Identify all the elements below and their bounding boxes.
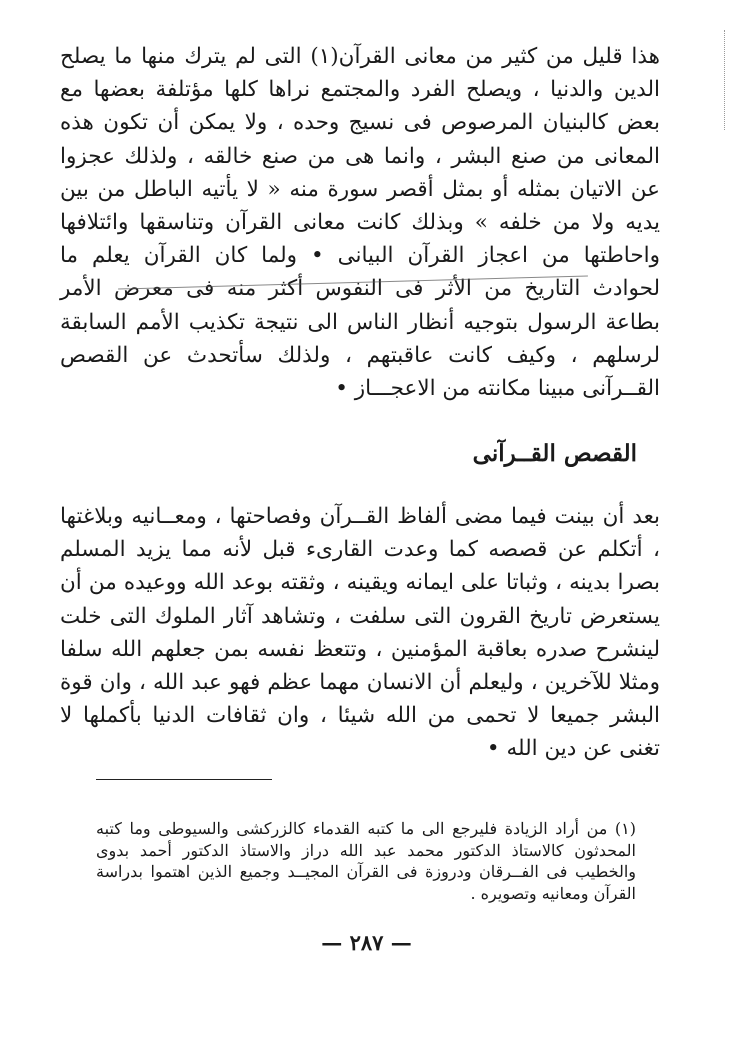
footnote-divider — [96, 779, 272, 780]
intro-paragraph: هذا قليل من كثير من معانى القرآن(١) التى لم يترك منها ما يصلح الدين والدنيا ، ويصلح الفرد والمجتمع نراها كلها مؤتلفة بعضها مع بعض كالبنيان المرصوص فى نسيج وحده ، ولا يمكن أن تكون هذه المعانى من صنع البشر ، وانما هى من صنع خالقه ، ولذلك عجزوا عن الاتيان بمثله أو بمثل أقصر سورة منه « لا يأتيه الباطل من بين يديه ولا من خلفه » وبذلك كانت معانى القرآن وتناسقها وائتلافها واحاطتها من اعجاز القرآن البيانى • ولما كان القرآن يعلم ما لحوادث التاريخ من الأثر فى النفوس أكثر منه فى معرض الأمر بطاعة الرسول بتوجيه أنظار الناس الى نتيجة تكذيب الأمم السابقة لرسلهم ، وكيف كانت عاقبتهم ، ولذلك سأتحدث عن القصص القــرآنى مبينا مكانته من الاعجـــاز • — [60, 44, 660, 402]
scan-margin-mark — [724, 30, 727, 130]
section-heading: القصص القــرآنى — [472, 440, 637, 467]
section-paragraph: بعد أن بينت فيما مضى ألفاظ القــرآن وفصاحتها ، ومعــانيه وبلاغتها ، أتكلم عن قصصه كما وعدت القارىء قبل لأنه مما يزيد المسلم بصرا بدينه ، وثباتا على ايمانه ويقينه ، وثقته بوعد الله ووعيده من أن يستعرض تاريخ القرون التى سلفت ، وتشاهد آثار الملوك التى خلت لينشرح صدره بعاقبة المؤمنين ، وتتعظ نفسه بمن جعلهم الله سلفا ومثلا للآخرين ، وليعلم أن الانسان مهما عظم فهو عبد الله ، وان قوة البشر جميعا لا تحمى من الله شيئا ، وان ثقافات الدنيا بأكملها لا تغنى عن دين الله • — [60, 504, 660, 762]
page-number: — ٢٨٧ — — [321, 930, 412, 955]
footnote: (١) من أراد الزيادة فليرجع الى ما كتبه القدماء كالزركشى والسيوطى وما كتبه المحدثون كالاستاذ الدكتور محمد عبد الله دراز والاستاذ الدكتور أحمد بدوى والخطيب فى الفــرقان ودروزة فى القرآن المجيــد وجميع الذين اهتموا بدراسة القرآن ومعانيه وتصويره . — [96, 819, 636, 903]
